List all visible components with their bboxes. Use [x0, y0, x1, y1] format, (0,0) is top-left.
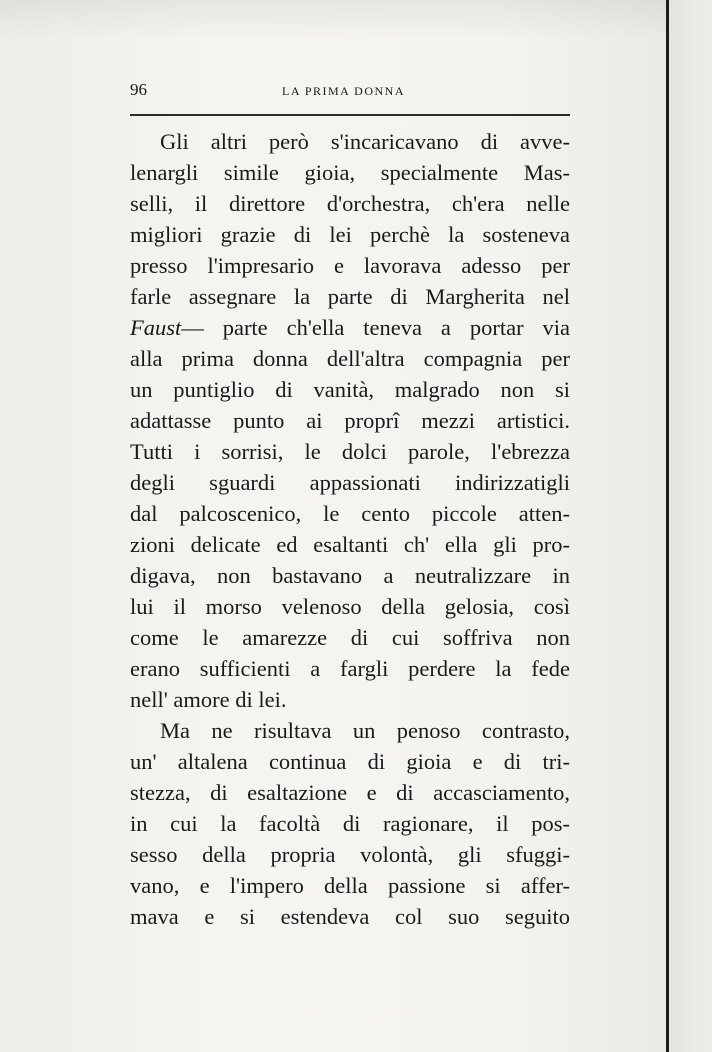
text-line: lui il morso velenoso della gelosia, così [130, 594, 570, 619]
text-line: mava e si estendeva col suo seguito [130, 904, 570, 929]
text-line: selli, il direttore d'orchestra, ch'era nelle [130, 191, 570, 216]
text-line: come le amarezze di cui soffriva non [130, 625, 570, 650]
text-line: degli sguardi appassionati indirizzatigli [130, 470, 570, 495]
page-binding-edge [666, 0, 669, 1052]
text-line: alla prima donna dell'altra compagnia per [130, 346, 570, 371]
text-fragment: parte ch'ella teneva a portar via [222, 315, 570, 340]
text-line: lenargli simile gioia, specialmente Mas- [130, 160, 570, 185]
body-text [130, 126, 570, 932]
text-line: Ma ne risultava un penoso contrasto, [160, 718, 570, 743]
text-line: in cui la facoltà di ragionare, il pos- [130, 811, 570, 836]
header-rule [130, 114, 570, 116]
text-line: un puntiglio di vanità, malgrado non si [130, 377, 570, 402]
page-shadow [0, 0, 712, 40]
text-line: stezza, di esaltazione e di accasciamento, [130, 780, 570, 805]
text-line: vano, e l'impero della passione si affer- [130, 873, 570, 898]
page-header [130, 80, 570, 102]
running-title: LA PRIMA DONNA [282, 84, 406, 98]
text-line: farle assegnare la parte di Margherita nel [130, 284, 570, 309]
em-dash: — [181, 315, 204, 340]
text-line: migliori grazie di lei perchè la sosteneva [130, 222, 570, 247]
text-line: adattasse punto ai proprî mezzi artistici. [130, 408, 570, 433]
text-line: Tutti i sorrisi, le dolci parole, l'ebrezza [130, 439, 570, 464]
text-line: sesso della propria volontà, gli sfuggi- [130, 842, 570, 867]
text-line: zioni delicate ed esaltanti ch' ella gli pro- [130, 532, 570, 557]
paragraph-2 [130, 715, 570, 932]
italic-title: Faust [130, 315, 182, 340]
text-line: presso l'impresario e lavorava adesso per [130, 253, 570, 278]
text-line: erano sufficienti a fargli perdere la fede [130, 656, 570, 681]
text-line: Gli altri però s'incaricavano di avve- [160, 129, 570, 154]
text-line: un' altalena continua di gioia e di tri- [130, 749, 570, 774]
paragraph-1 [130, 126, 570, 715]
text-line-faust [130, 312, 570, 343]
text-line: digava, non bastavano a neutralizzare in [130, 563, 570, 588]
text-line: dal palcoscenico, le cento piccole atten- [130, 501, 570, 526]
page-number: 96 [130, 80, 147, 99]
page-edge-margin [669, 0, 712, 1052]
text-line: nell' amore di lei. [130, 687, 287, 712]
